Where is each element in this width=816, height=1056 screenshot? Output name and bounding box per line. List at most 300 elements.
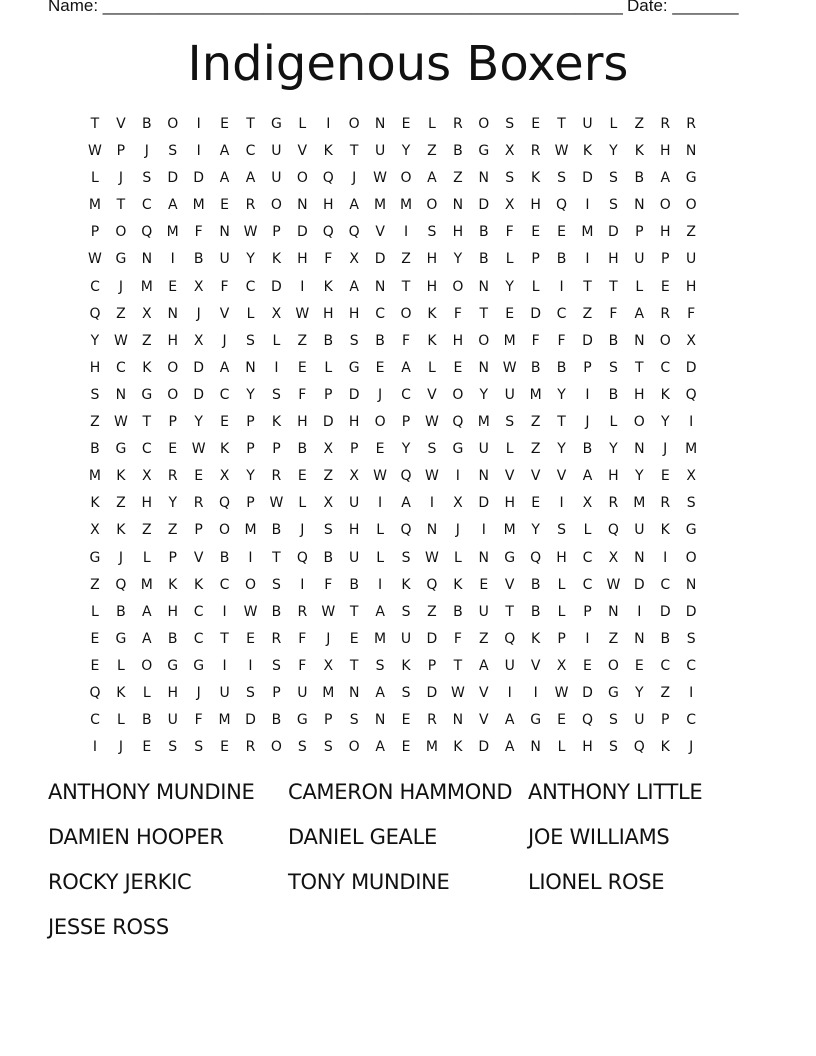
- grid-letter: Q: [219, 495, 231, 512]
- grid-letter: X: [349, 251, 359, 268]
- grid-letter: X: [453, 495, 463, 512]
- grid-letter: Y: [609, 441, 618, 458]
- grid-letter: Z: [660, 684, 671, 701]
- grid-letter: M: [166, 224, 179, 241]
- grid-letter: R: [660, 495, 671, 512]
- grid-letter: X: [219, 468, 230, 485]
- grid-letter: B: [142, 116, 152, 132]
- grid-letter: Q: [607, 522, 619, 539]
- grid-letter: C: [193, 603, 204, 620]
- grid-letter: K: [401, 657, 411, 674]
- grid-letter: E: [220, 739, 229, 756]
- grid-row: [82, 114, 704, 141]
- grid-letter: H: [89, 359, 101, 376]
- grid-letter: D: [348, 386, 360, 403]
- grid-letter: Y: [194, 414, 203, 431]
- grid-letter: I: [326, 116, 331, 132]
- grid-letter: Z: [478, 630, 489, 647]
- grid-letter: V: [504, 468, 515, 485]
- grid-letter: O: [659, 197, 671, 214]
- grid-letter: J: [689, 739, 694, 756]
- grid-letter: C: [660, 657, 671, 674]
- grid-letter: H: [141, 495, 153, 512]
- grid-letter: K: [531, 170, 541, 187]
- grid-letter: X: [323, 495, 334, 512]
- grid-letter: A: [504, 712, 515, 729]
- grid-letter: L: [91, 603, 99, 620]
- grid-letter: I: [689, 414, 694, 431]
- grid-letter: P: [90, 224, 100, 241]
- grid-letter: N: [478, 468, 490, 485]
- grid-letter: T: [272, 549, 281, 566]
- grid-letter: R: [660, 305, 671, 322]
- grid-letter: G: [193, 657, 205, 674]
- grid-letter: M: [374, 197, 387, 214]
- grid-letter: N: [634, 441, 645, 458]
- grid-letter: B: [478, 251, 489, 268]
- grid-letter: U: [219, 251, 230, 268]
- grid-letter: F: [298, 630, 307, 647]
- grid-row: [82, 683, 704, 710]
- grid-letter: I: [585, 251, 590, 268]
- grid-letter: H: [167, 684, 178, 701]
- grid-letter: G: [115, 630, 127, 647]
- grid-letter: P: [583, 603, 592, 620]
- grid-letter: B: [556, 251, 567, 268]
- grid-letter: Z: [453, 170, 463, 187]
- grid-letter: S: [323, 522, 333, 539]
- grid-letter: D: [478, 495, 490, 512]
- grid-letter: L: [272, 332, 281, 349]
- grid-letter: O: [115, 224, 127, 241]
- grid-letter: Y: [557, 386, 566, 403]
- grid-letter: M: [374, 630, 387, 647]
- grid-letter: R: [297, 603, 308, 620]
- grid-letter: S: [297, 739, 307, 756]
- grid-letter: K: [271, 251, 281, 268]
- grid-letter: Z: [323, 468, 334, 485]
- grid-letter: H: [685, 278, 697, 295]
- grid-letter: A: [479, 657, 489, 674]
- word-list: [48, 780, 768, 940]
- grid-letter: X: [504, 197, 515, 214]
- grid-row: [82, 439, 704, 466]
- grid-letter: I: [585, 630, 590, 647]
- grid-letter: X: [323, 441, 334, 458]
- grid-letter: Y: [505, 278, 514, 295]
- grid-letter: I: [559, 495, 564, 512]
- grid-letter: Q: [426, 576, 438, 593]
- grid-letter: E: [583, 657, 592, 674]
- grid-letter: N: [634, 549, 645, 566]
- worksheet-header: [0, 0, 816, 20]
- grid-letter: E: [531, 224, 541, 241]
- grid-letter: Y: [401, 143, 411, 160]
- grid-letter: C: [556, 305, 567, 322]
- grid-letter: D: [582, 170, 593, 187]
- grid-letter: G: [348, 359, 360, 376]
- grid-letter: L: [91, 170, 99, 187]
- grid-letter: K: [453, 576, 463, 593]
- grid-letter: U: [400, 630, 412, 647]
- grid-letter: Z: [401, 251, 411, 268]
- grid-letter: K: [323, 278, 333, 295]
- grid-letter: O: [426, 197, 438, 214]
- grid-row: [82, 493, 704, 520]
- grid-letter: C: [660, 359, 671, 376]
- grid-letter: D: [582, 332, 593, 349]
- grid-letter: A: [375, 684, 385, 701]
- grid-letter: E: [168, 441, 178, 458]
- grid-letter: D: [193, 170, 205, 187]
- grid-letter: N: [297, 197, 308, 214]
- grid-letter: B: [660, 630, 671, 647]
- grid-letter: I: [507, 684, 512, 701]
- grid-letter: O: [296, 170, 308, 187]
- grid-letter: Z: [582, 305, 593, 322]
- grid-letter: K: [219, 441, 230, 458]
- grid-letter: W: [425, 468, 439, 485]
- grid-letter: T: [246, 116, 255, 132]
- grid-row: [82, 358, 704, 385]
- name-field-label: Name: _______________________________________________________: [48, 0, 623, 15]
- grid-letter: L: [142, 549, 151, 566]
- grid-letter: M: [322, 684, 335, 701]
- grid-letter: Q: [89, 305, 101, 322]
- grid-letter: T: [142, 414, 152, 431]
- grid-letter: N: [426, 522, 438, 539]
- grid-letter: L: [324, 359, 333, 376]
- grid-row: [82, 548, 704, 575]
- grid-letter: B: [556, 359, 567, 376]
- grid-letter: P: [427, 657, 437, 674]
- grid-letter: F: [324, 576, 333, 593]
- grid-row: [82, 710, 704, 737]
- grid-letter: G: [452, 441, 464, 458]
- grid-letter: A: [245, 170, 256, 187]
- grid-letter: P: [401, 414, 411, 431]
- grid-letter: S: [349, 712, 359, 729]
- grid-letter: O: [244, 576, 256, 593]
- grid-letter: E: [479, 576, 489, 593]
- grid-letter: I: [378, 576, 383, 593]
- grid-letter: L: [142, 684, 151, 701]
- grid-letter: K: [427, 305, 437, 322]
- grid-letter: R: [427, 712, 437, 729]
- grid-letter: T: [479, 305, 489, 322]
- grid-letter: Y: [531, 522, 540, 539]
- grid-letter: T: [116, 197, 126, 214]
- grid-letter: L: [557, 603, 566, 620]
- grid-letter: J: [144, 143, 149, 160]
- grid-letter: W: [554, 143, 569, 160]
- grid-letter: Q: [322, 170, 334, 187]
- grid-letter: R: [271, 630, 282, 647]
- grid-letter: S: [375, 657, 385, 674]
- grid-letter: N: [478, 170, 490, 187]
- grid-letter: A: [634, 305, 645, 322]
- grid-letter: L: [505, 251, 514, 268]
- grid-letter: L: [505, 441, 514, 458]
- grid-letter: N: [374, 116, 386, 132]
- grid-letter: I: [403, 224, 409, 241]
- grid-letter: H: [167, 603, 178, 620]
- grid-letter: A: [219, 143, 230, 160]
- grid-letter: A: [375, 603, 385, 620]
- grid-letter: B: [219, 549, 230, 566]
- grid-letter: G: [478, 143, 490, 160]
- grid-letter: J: [118, 170, 123, 187]
- grid-letter: C: [245, 278, 256, 295]
- grid-letter: N: [478, 549, 490, 566]
- grid-letter: S: [168, 739, 178, 756]
- grid-letter: B: [530, 359, 541, 376]
- grid-letter: S: [427, 441, 437, 458]
- grid-letter: F: [505, 224, 514, 241]
- grid-letter: D: [685, 359, 697, 376]
- grid-letter: M: [503, 522, 516, 539]
- grid-letter: D: [426, 630, 438, 647]
- grid-letter: K: [660, 522, 670, 539]
- grid-letter: Y: [609, 143, 618, 160]
- grid-letter: T: [453, 657, 463, 674]
- grid-letter: Z: [427, 603, 437, 620]
- grid-letter: A: [375, 739, 385, 756]
- grid-letter: M: [425, 739, 438, 756]
- grid-letter: C: [686, 712, 697, 729]
- grid-letter: X: [323, 657, 334, 674]
- grid-letter: Q: [89, 684, 101, 701]
- grid-letter: M: [633, 495, 646, 512]
- grid-letter: X: [582, 495, 593, 512]
- grid-letter: J: [118, 739, 123, 756]
- grid-row: [82, 602, 704, 629]
- grid-letter: D: [167, 170, 179, 187]
- grid-letter: P: [168, 549, 177, 566]
- grid-letter: G: [296, 712, 308, 729]
- grid-letter: M: [477, 414, 490, 431]
- grid-letter: A: [219, 359, 230, 376]
- grid-letter: Q: [115, 576, 127, 593]
- grid-letter: U: [271, 143, 282, 160]
- grid-letter: B: [634, 170, 645, 187]
- grid-letter: F: [609, 305, 618, 322]
- grid-letter: Q: [504, 630, 516, 647]
- grid-letter: C: [660, 576, 671, 593]
- grid-letter: V: [504, 576, 515, 593]
- grid-letter: L: [298, 116, 307, 132]
- grid-letter: I: [300, 278, 305, 295]
- grid-letter: E: [401, 739, 411, 756]
- grid-letter: U: [297, 684, 308, 701]
- grid-letter: L: [428, 359, 436, 376]
- grid-letter: F: [194, 712, 203, 729]
- word-list-item: JOE WILLIAMS: [528, 825, 670, 849]
- grid-letter: U: [504, 386, 515, 403]
- grid-letter: H: [167, 332, 178, 349]
- grid-letter: D: [608, 224, 619, 241]
- grid-letter: V: [427, 386, 437, 403]
- grid-letter: S: [686, 630, 696, 647]
- grid-letter: R: [686, 116, 697, 132]
- grid-letter: M: [503, 332, 516, 349]
- grid-letter: P: [272, 441, 281, 458]
- grid-letter: B: [453, 603, 463, 620]
- grid-letter: S: [246, 332, 255, 349]
- grid-letter: V: [193, 549, 204, 566]
- grid-letter: A: [219, 170, 230, 187]
- grid-letter: Y: [660, 414, 670, 431]
- grid-letter: N: [348, 684, 360, 701]
- grid-letter: I: [300, 576, 305, 593]
- grid-letter: M: [88, 468, 101, 485]
- grid-letter: L: [635, 278, 644, 295]
- grid-letter: N: [115, 386, 127, 403]
- grid-letter: D: [659, 603, 671, 620]
- word-list-item: DAMIEN HOOPER: [48, 825, 224, 849]
- grid-letter: X: [193, 278, 204, 295]
- grid-letter: T: [505, 603, 514, 620]
- grid-letter: N: [530, 739, 541, 756]
- grid-letter: B: [271, 522, 282, 539]
- word-list-item: JESSE ROSS: [48, 915, 169, 939]
- grid-letter: T: [220, 630, 229, 647]
- grid-letter: H: [348, 414, 360, 431]
- grid-letter: S: [271, 386, 281, 403]
- grid-letter: B: [193, 251, 204, 268]
- grid-letter: F: [298, 657, 307, 674]
- grid-letter: E: [90, 630, 100, 647]
- grid-letter: J: [222, 332, 227, 349]
- grid-letter: W: [88, 143, 102, 160]
- letter-grid: [82, 114, 704, 764]
- grid-letter: G: [141, 386, 153, 403]
- grid-letter: X: [686, 468, 696, 485]
- grid-letter: Y: [479, 386, 489, 403]
- grid-letter: Q: [296, 549, 308, 566]
- grid-letter: Y: [401, 441, 411, 458]
- grid-letter: R: [193, 495, 204, 512]
- grid-letter: W: [425, 549, 439, 566]
- grid-letter: Q: [633, 739, 645, 756]
- grid-letter: I: [637, 603, 642, 620]
- grid-letter: E: [168, 278, 178, 295]
- grid-letter: L: [116, 657, 125, 674]
- grid-letter: U: [634, 522, 645, 539]
- grid-row: [82, 412, 704, 439]
- grid-letter: Q: [685, 386, 697, 403]
- grid-letter: E: [220, 116, 229, 132]
- grid-letter: N: [141, 251, 153, 268]
- grid-letter: H: [504, 495, 515, 512]
- grid-letter: F: [324, 251, 333, 268]
- grid-letter: W: [425, 414, 439, 431]
- grid-letter: I: [378, 495, 383, 512]
- grid-letter: H: [634, 386, 645, 403]
- page-title: Indigenous Boxers: [187, 36, 629, 92]
- grid-letter: Z: [142, 522, 152, 539]
- grid-letter: E: [349, 630, 359, 647]
- grid-letter: E: [505, 305, 515, 322]
- grid-letter: R: [608, 495, 619, 512]
- grid-letter: L: [298, 495, 307, 512]
- grid-letter: H: [608, 468, 619, 485]
- grid-letter: A: [167, 197, 178, 214]
- grid-letter: S: [194, 739, 204, 756]
- grid-letter: D: [374, 251, 386, 268]
- grid-letter: E: [401, 712, 411, 729]
- grid-letter: E: [531, 116, 541, 132]
- grid-letter: M: [192, 197, 205, 214]
- grid-letter: O: [270, 197, 282, 214]
- grid-letter: M: [88, 197, 101, 214]
- grid-letter: O: [607, 657, 619, 674]
- grid-letter: S: [323, 739, 333, 756]
- grid-letter: X: [142, 305, 152, 322]
- grid-letter: G: [167, 657, 179, 674]
- grid-letter: J: [196, 684, 201, 701]
- grid-letter: B: [608, 386, 619, 403]
- grid-letter: J: [118, 549, 123, 566]
- grid-letter: B: [297, 441, 308, 458]
- grid-letter: I: [222, 657, 227, 674]
- grid-letter: M: [399, 197, 413, 214]
- grid-letter: E: [531, 495, 541, 512]
- grid-letter: S: [505, 170, 515, 187]
- grid-letter: A: [142, 630, 152, 647]
- grid-letter: D: [478, 739, 490, 756]
- grid-letter: V: [116, 116, 126, 132]
- grid-letter: P: [557, 630, 566, 647]
- grid-letter: K: [660, 739, 670, 756]
- grid-letter: G: [89, 549, 101, 566]
- word-list-item: LIONEL ROSE: [528, 870, 665, 894]
- word-list-item: ROCKY JERKIC: [48, 870, 192, 894]
- grid-letter: H: [556, 549, 567, 566]
- grid-letter: I: [455, 468, 460, 485]
- grid-letter: E: [297, 359, 307, 376]
- grid-letter: X: [193, 332, 204, 349]
- grid-letter: C: [219, 386, 230, 403]
- grid-letter: L: [453, 549, 462, 566]
- grid-letter: T: [635, 359, 644, 376]
- grid-letter: I: [92, 739, 98, 756]
- grid-letter: D: [193, 386, 205, 403]
- grid-letter: Z: [297, 332, 308, 349]
- grid-letter: T: [583, 278, 592, 295]
- grid-letter: P: [324, 386, 333, 403]
- grid-letter: X: [608, 549, 619, 566]
- grid-letter: B: [349, 576, 359, 593]
- grid-letter: P: [246, 441, 255, 458]
- grid-letter: C: [245, 143, 256, 160]
- grid-letter: X: [504, 143, 515, 160]
- grid-letter: V: [530, 468, 541, 485]
- grid-letter: V: [297, 143, 308, 160]
- grid-letter: B: [375, 332, 385, 349]
- grid-letter: I: [429, 495, 435, 512]
- grid-letter: U: [686, 251, 697, 268]
- grid-letter: I: [585, 386, 590, 403]
- grid-letter: E: [557, 712, 566, 729]
- grid-letter: H: [582, 739, 593, 756]
- grid-letter: D: [530, 305, 542, 322]
- grid-letter: T: [609, 278, 618, 295]
- grid-letter: H: [452, 332, 464, 349]
- grid-row: [82, 656, 704, 683]
- grid-letter: Q: [556, 197, 568, 214]
- grid-letter: J: [118, 278, 123, 295]
